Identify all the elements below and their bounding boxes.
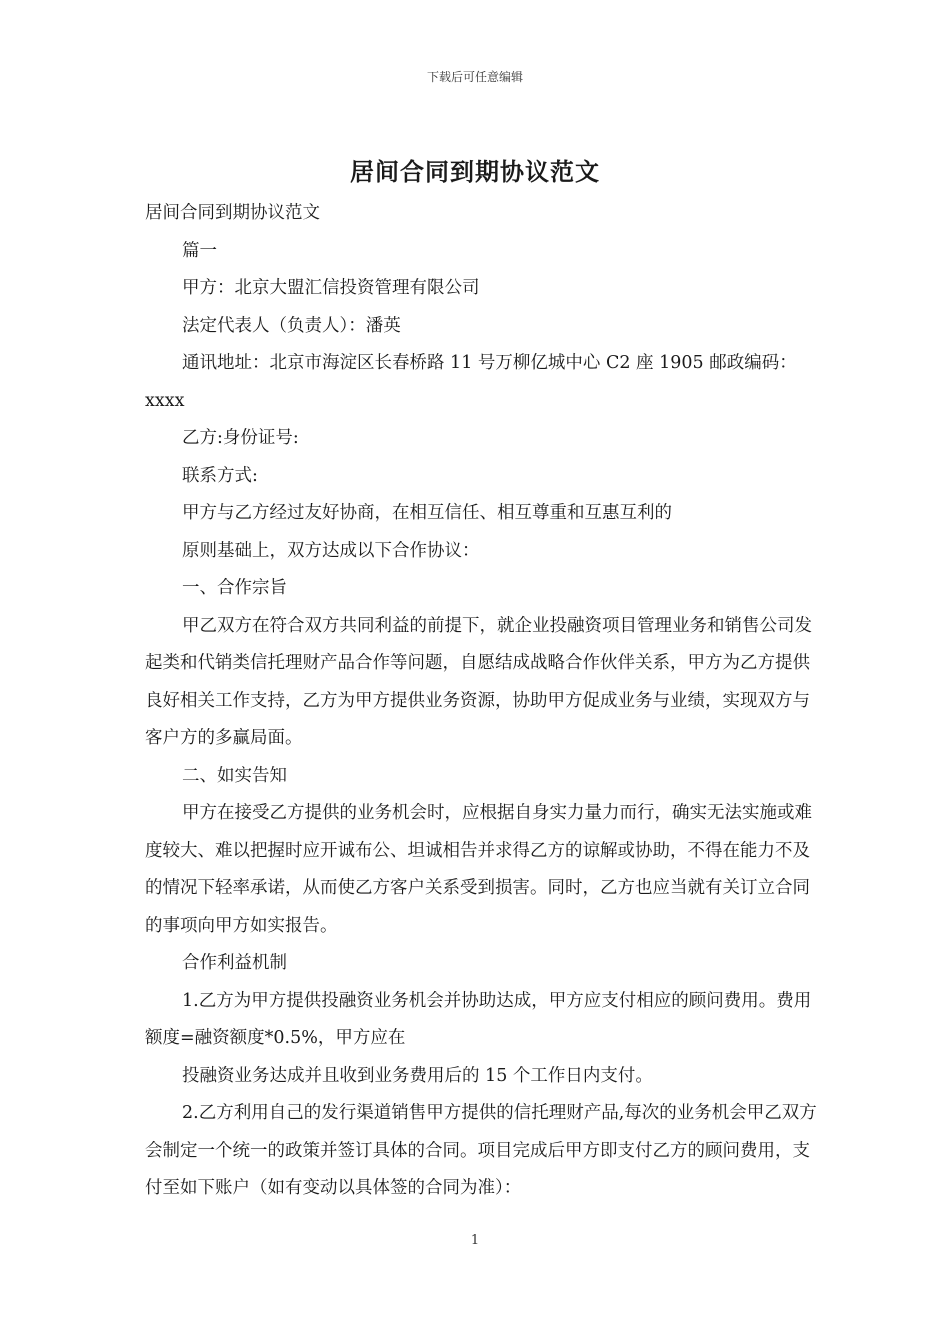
paragraph-legal-rep: 法定代表人（负责人）：潘英: [182, 315, 401, 336]
paragraph-purpose: 甲乙双方在符合双方共同利益的前提下，就企业投融资项目管理业务和销售公司发起类和代销类信托理财产品合作等问题，自愿结成战略合作伙伴关系，甲方为乙方提供良好相关工作支持，乙方为甲方提供业务资源，协助甲方促成业务与业绩，实现双方与客户方的多赢局面。: [145, 615, 812, 748]
paragraph-section-label: 篇一: [182, 240, 217, 261]
heading-disclosure: 二、如实告知: [182, 765, 287, 786]
document-body: [145, 195, 817, 1208]
paragraph-subtitle: 居间合同到期协议范文: [145, 203, 320, 223]
paragraph-clause-1: 1.乙方为甲方提供投融资业务机会并协助达成，甲方应支付相应的顾问费用。费用额度=融资额度*0.5%，甲方应在: [145, 990, 812, 1048]
paragraph-clause-2: 2.乙方利用自己的发行渠道销售甲方提供的信托理财产品,每次的业务机会甲乙双方会制定一个统一的政策并签订具体的合同。项目完成后甲方即支付乙方的顾问费用，支付至如下账户（如有变动以具体签的合同为准）：: [145, 1103, 817, 1198]
paragraph-party-a: 甲方：北京大盟汇信投资管理有限公司: [182, 278, 480, 298]
page-number: 1: [470, 1233, 480, 1248]
paragraph-clause-1-cont: 投融资业务达成并且收到业务费用后的 15 个工作日内支付。: [182, 1065, 653, 1086]
paragraph-intro-1: 甲方与乙方经过友好协商，在相互信任、相互尊重和互惠互利的: [182, 503, 672, 523]
paragraph-intro-2: 原则基础上，双方达成以下合作协议：: [182, 540, 480, 561]
paragraph-contact: 联系方式:: [182, 465, 258, 486]
paragraph-party-b: 乙方:身份证号:: [182, 428, 299, 448]
document-title: 居间合同到期协议范文: [350, 158, 600, 186]
paragraph-postcode: xxxx: [145, 390, 185, 411]
page-header-note: 下载后可任意编辑: [426, 70, 523, 84]
heading-benefit-mechanism: 合作利益机制: [182, 953, 287, 973]
paragraph-disclosure: 甲方在接受乙方提供的业务机会时，应根据自身实力量力而行，确实无法实施或难度较大、难以把握时应开诚布公、坦诚相告并求得乙方的谅解或协助，不得在能力不及的情况下轻率承诺，从而使乙方客户关系受到损害。同时，乙方也应当就有关订立合同的事项向甲方如实报告。: [145, 803, 812, 936]
paragraph-address: 通讯地址：北京市海淀区长春桥路 11 号万柳亿城中心 C2 座 1905 邮政编码：: [182, 353, 797, 373]
heading-purpose: 一、合作宗旨: [182, 578, 287, 598]
